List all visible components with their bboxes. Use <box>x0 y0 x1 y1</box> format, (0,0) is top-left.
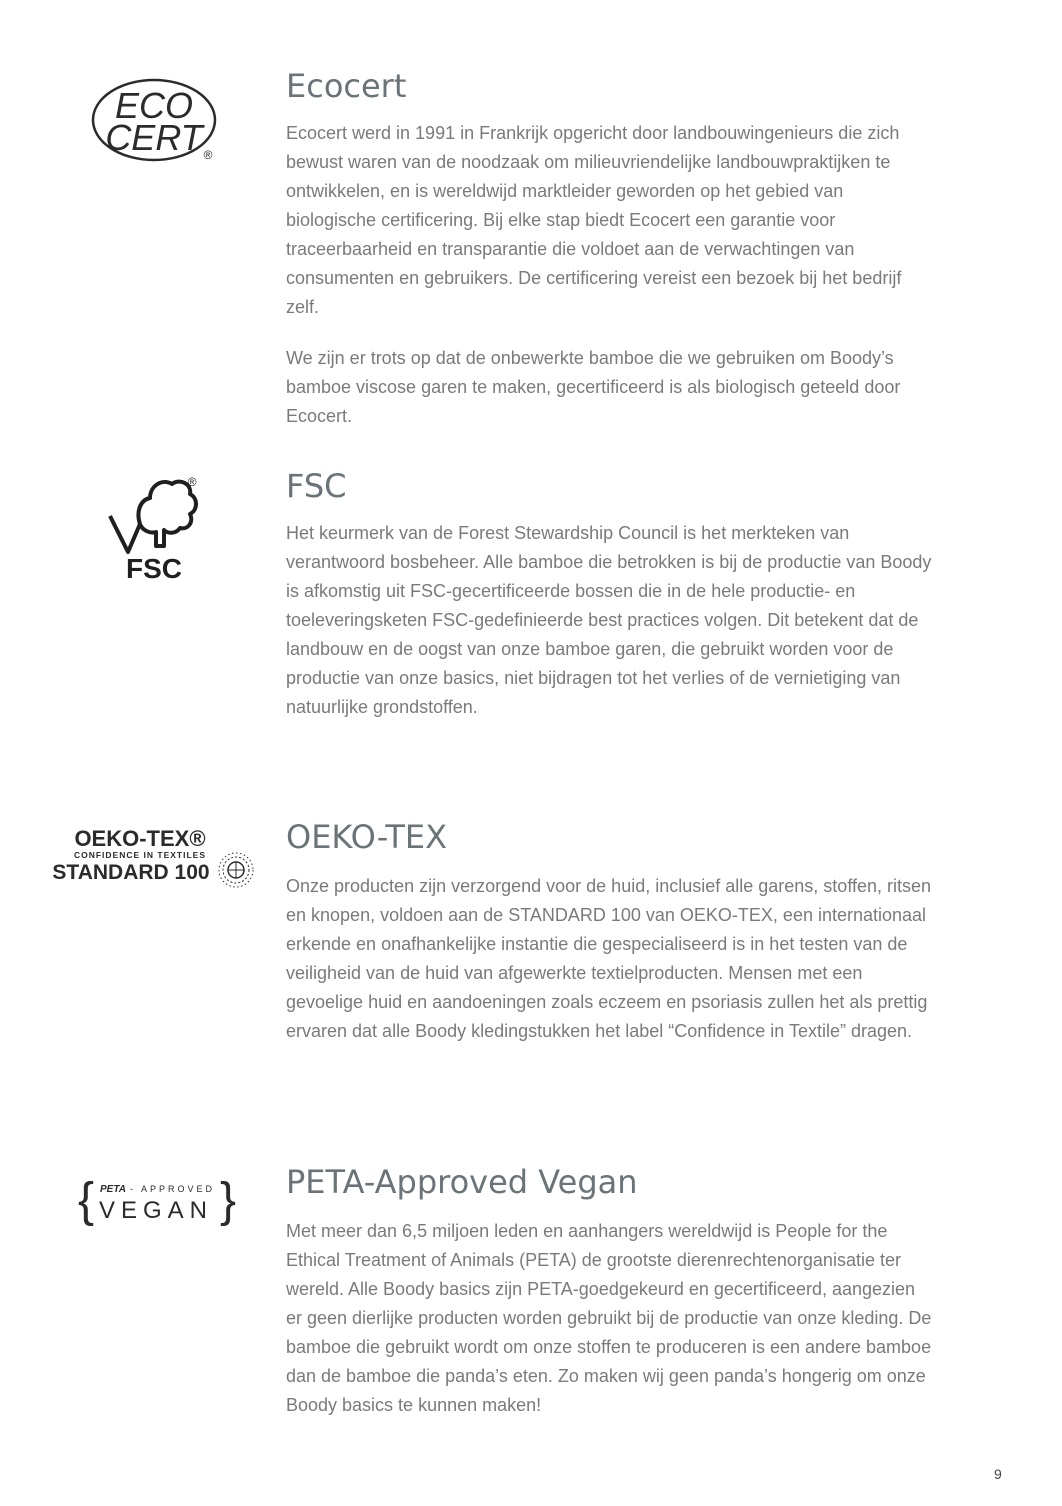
section-title-fsc: FSC <box>286 467 347 505</box>
peta-logo-vegan: VEGAN <box>98 1197 214 1224</box>
page-number: 9 <box>994 1466 1002 1482</box>
ecocert-registered-mark: ® <box>203 148 213 162</box>
svg-text:{: { <box>78 1174 95 1227</box>
peta-logo-approved: - APPROVED <box>130 1184 216 1194</box>
oekotex-globe-icon <box>219 853 253 887</box>
section-title-ecocert: Ecocert <box>286 67 407 105</box>
section-title-peta: PETA-Approved Vegan <box>286 1163 638 1201</box>
oekotex-logo-subtitle: CONFIDENCE IN TEXTILES <box>73 850 207 860</box>
section-title-oekotex: OEKO-TEX <box>286 818 448 856</box>
ecocert-logo-eco: ECO <box>114 85 194 126</box>
peta-vegan-logo <box>74 1168 238 1232</box>
ecocert-logo-cert: CERT <box>105 117 203 158</box>
oekotex-paragraph-1: Onze producten zijn verzorgend voor de huid, inclusief alle garens, stoffen, ritsen en knopen, voldoen aan de STANDARD 100 van OEKO-TEX, een internationaal erkende en onafhankelijke instantie die gespecialiseerd is in het testen van de veiligheid van de huid van afgewerkte textielproducten. Mensen met een gevoelige huid en aandoeningen zoals eczeem en psoriasis zullen het als prettig ervaren dat alle Boody kledingstukken het label “Confidence in Textile” dragen. <box>286 876 932 1041</box>
svg-text:}: } <box>220 1174 237 1227</box>
peta-logo-peta: PETA <box>100 1184 126 1195</box>
ecocert-paragraph-1: Ecocert werd in 1991 in Frankrijk opgericht door landbouwingenieurs die zich bewust waren van de noodzaak om milieuvriendelijke landbouwpraktijken te ontwikkelen, en is wereldwijd marktleider geworden op het gebied van biologische certificering. Bij elke stap biedt Ecocert een garantie voor traceerbaarheid en transparantie die voldoet aan de verwachtingen van consumenten en gebruikers. De certificering vereist een bezoek bij het bedrijf zelf. <box>286 123 902 317</box>
peta-paragraph-1: Met meer dan 6,5 miljoen leden en aanhangers wereldwijd is People for the Ethical Treatment of Animals (PETA) de grootste dierenrechtenorganisatie ter wereld. Alle Boody basics zijn PETA-goedgekeurd en gecertificeerd, aangezien er geen dierlijke producten worden gebruikt bij de productie van onze kleding. De bamboe die gebruikt wordt om onze stoffen te produceren is een andere bamboe dan de bamboe die panda’s eten. Zo maken wij geen panda’s hongerig om onze Boody basics te kunnen maken! <box>286 1221 932 1415</box>
fsc-logo <box>106 472 202 582</box>
fsc-paragraph-1: Het keurmerk van de Forest Stewardship Council is het merkteken van verantwoord bosbeheer. Alle bamboe die betrokken is bij de productie van Boody is afkomstig uit FSC-gecertificeerde bossen die in de hele productie- en toeleveringsketen FSC-gedefinieerde best practices volgen. Dit betekent dat de landbouw en de oogst van onze bamboe garen, die gebruikt worden voor de productie van onze basics, niet bijdragen tot het verlies of de vernietiging van natuurlijke grondstoffen. <box>286 523 932 717</box>
fsc-registered-mark: ® <box>187 475 197 489</box>
ecocert-paragraph-2: We zijn er trots op dat de onbewerkte bamboe die we gebruiken om Boody’s bamboe viscose garen te maken, gecertificeerd is als biologisch geteeld door Ecocert. <box>286 348 901 426</box>
oekotex-logo <box>52 822 258 892</box>
oekotex-logo-title: OEKO-TEX® <box>74 826 206 851</box>
oekotex-logo-standard: STANDARD 100 <box>52 861 210 884</box>
fsc-logo-text: FSC <box>126 553 182 582</box>
ecocert-logo <box>88 76 228 166</box>
